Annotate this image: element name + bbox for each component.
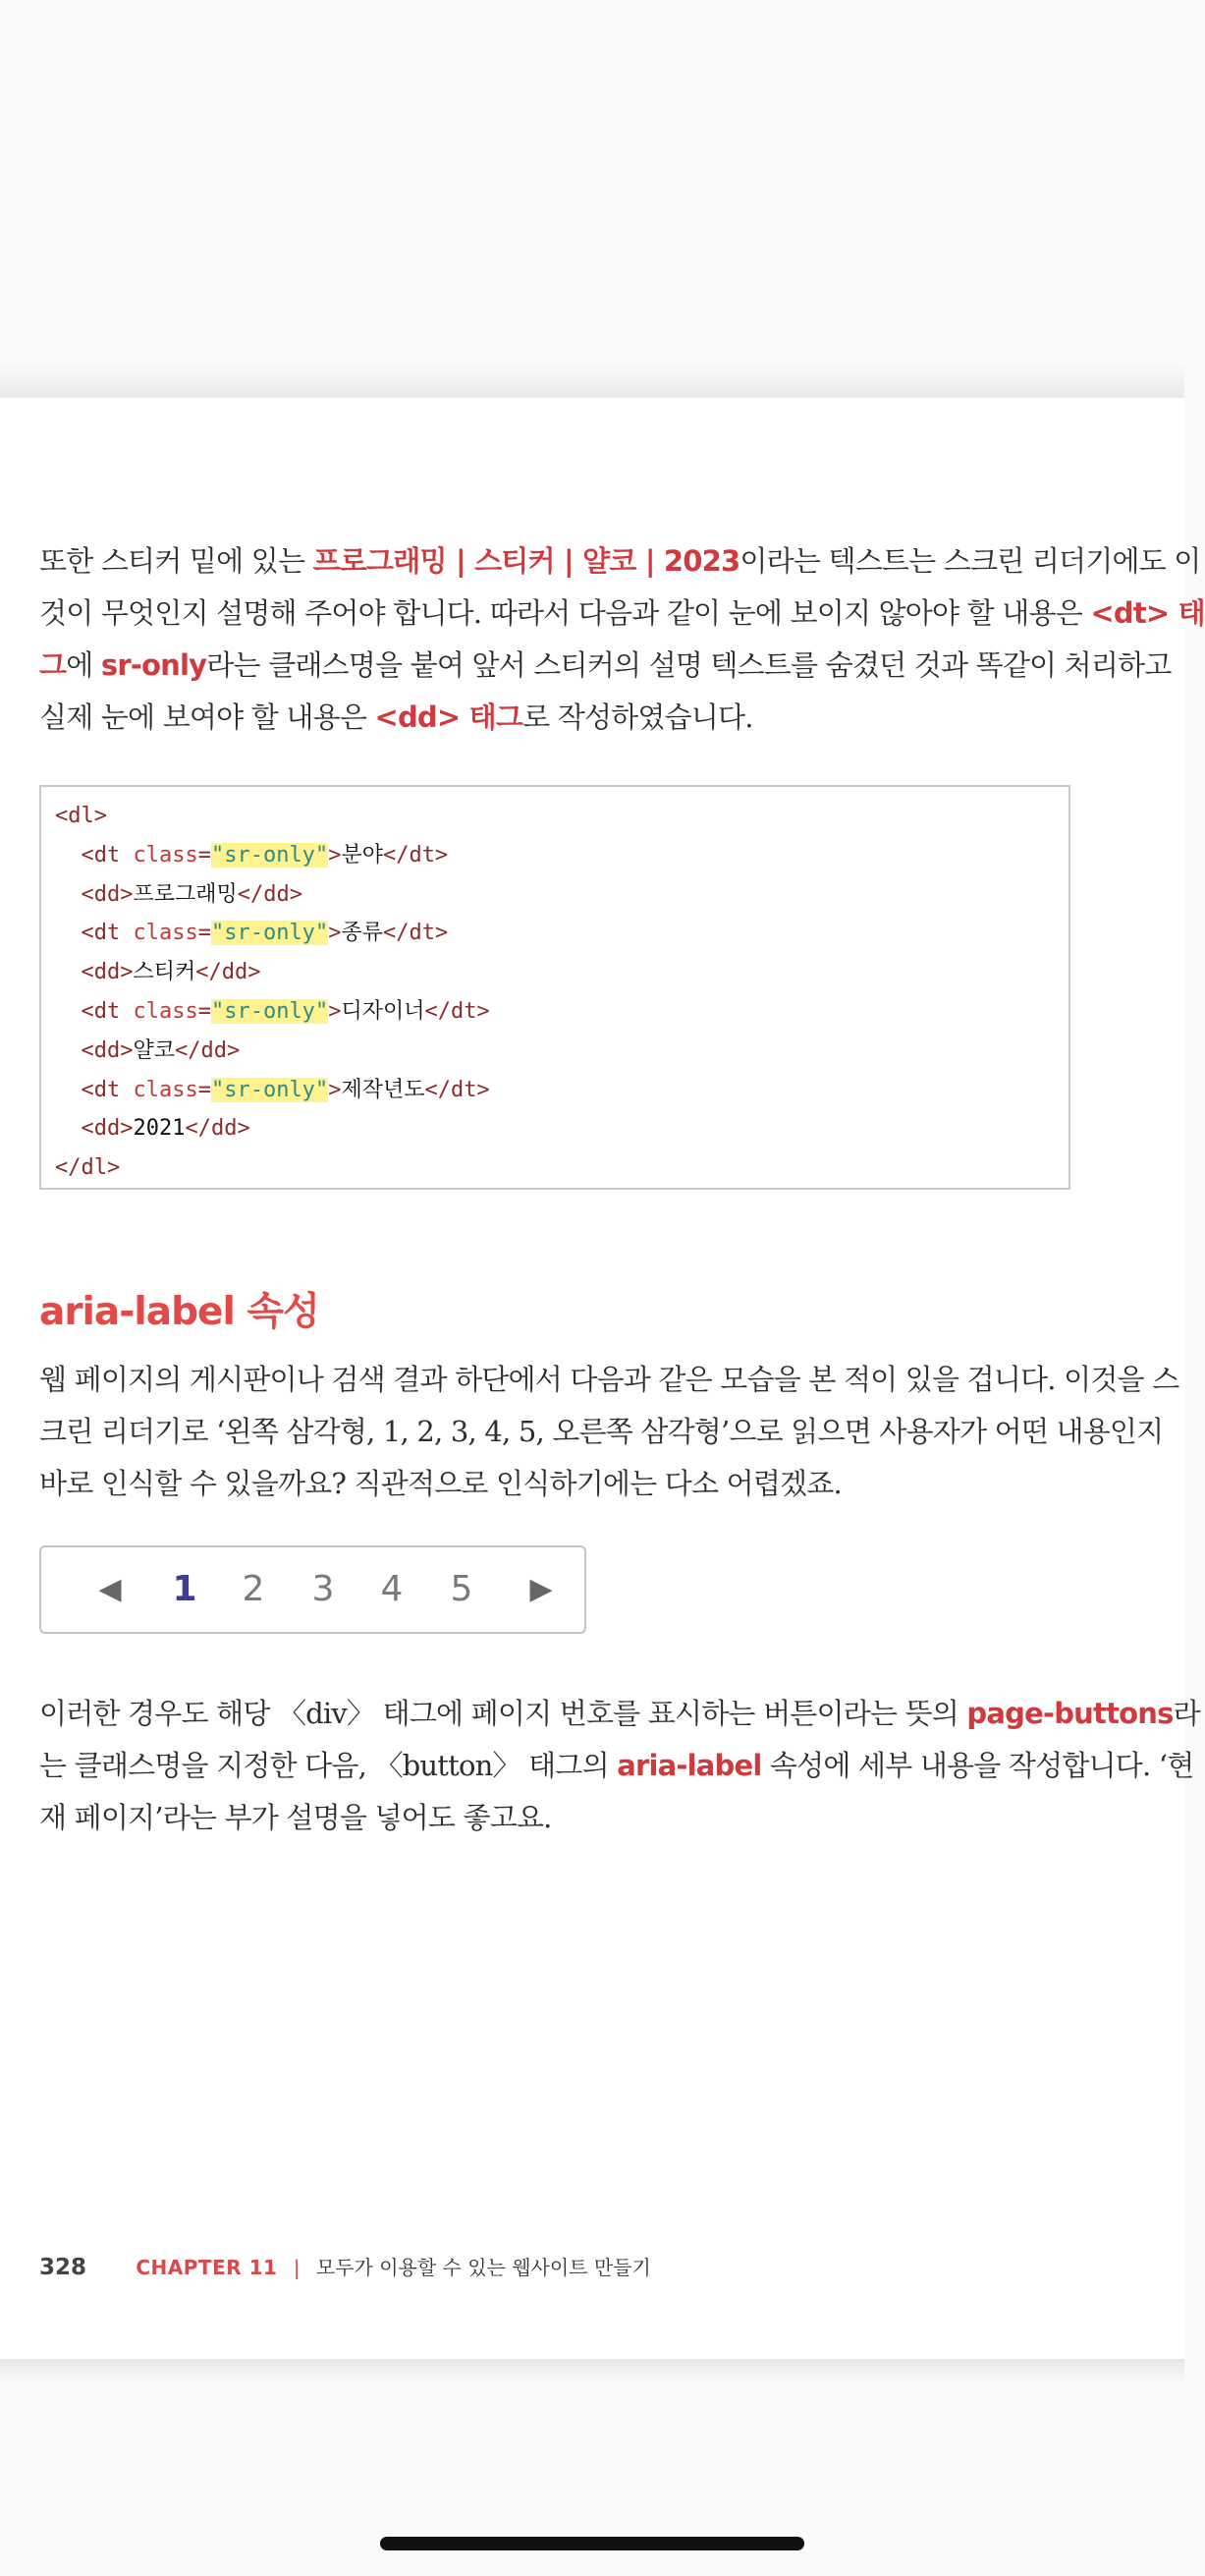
page-button-3[interactable]: 3	[311, 1569, 335, 1609]
highlight-dt-tag: <dt> 태	[1090, 596, 1205, 630]
code-line: <dl>	[55, 804, 107, 828]
code-line: <dd>스티커</dd>	[81, 960, 261, 985]
intro-paragraph: 또한 스티커 밑에 있는 프로그래밍 | 스티커 | 얄코 | 2023이라는 텍스트는 스크린 리더기에도 이 것이 무엇인지 설명해 주어야 합니다. 따라서 다음과 같이 눈에 보이지 않아야 할 내용은 <dt> 태 그에 sr-only라는 클래스명을 붙여 앞서 스티커의 설명 텍스트를 숨겼던 것과 똑같이 처리하고 실제 눈에 보여야 할 내용은 <dd> 태그로 작성하였습니다.	[39, 544, 1205, 734]
page-button-1[interactable]: 1	[172, 1569, 197, 1609]
code-line: <dt class="sr-only">제작년도</dt>	[81, 1077, 490, 1102]
page-footer	[39, 2252, 651, 2291]
highlight-sr-only: sr-only	[100, 648, 207, 682]
section-heading: aria-label 속성	[39, 1290, 319, 1334]
highlight-page-buttons: page-buttons	[966, 1697, 1174, 1730]
chapter-label: CHAPTER 11	[136, 2256, 278, 2279]
page-bottom-edge	[0, 2359, 1184, 2382]
page-button-4[interactable]: 4	[380, 1569, 404, 1609]
prev-triangle-icon[interactable]: ◀	[98, 1572, 122, 1606]
highlight-dd-tag: <dd> 태그	[374, 700, 523, 734]
page-top-edge	[0, 364, 1184, 399]
home-indicator[interactable]	[380, 2537, 804, 2550]
page-number: 328	[39, 2255, 87, 2280]
highlight-sticker-text: 프로그래밍 | 스티커 | 얄코 | 2023	[312, 544, 740, 578]
aria-label-paragraph: 이러한 경우도 해당 〈div〉 태그에 페이지 번호를 표시하는 버튼이라는 뜻의 page-buttons라 는 클래스명을 지정한 다음, 〈button〉 태그의 aria-label 속성에 세부 내용을 작성합니다. ‘현 재 페이지’라는 부가 설명을 넣어도 좋고요.	[39, 1697, 1200, 1834]
code-line: <dt class="sr-only">분야</dt>	[81, 842, 449, 868]
page-button-5[interactable]: 5	[450, 1569, 473, 1609]
code-block	[39, 785, 1070, 1190]
next-triangle-icon[interactable]: ▶	[529, 1572, 553, 1606]
code-line: <dd>프로그래밍</dd>	[81, 881, 302, 907]
page-button-2[interactable]: 2	[242, 1569, 265, 1609]
code-line: <dd>얄코</dd>	[81, 1037, 241, 1063]
code-line: <dd>2021</dd>	[81, 1116, 250, 1142]
code-line: </dl>	[55, 1155, 121, 1181]
highlight-aria-label: aria-label	[617, 1749, 762, 1782]
pagination-paragraph: 웹 페이지의 게시판이나 검색 결과 하단에서 다음과 같은 모습을 본 적이 있을 겁니다. 이것을 스 크린 리더기로 ‘왼쪽 삼각형, 1, 2, 3, 4, 5, 오른쪽 삼각형’으로 읽으면 사용자가 어떤 내용인지 바로 인식할 수 있을까요? 직관적으로 인식하기에는 다소 어렵겠죠.	[39, 1363, 1179, 1500]
pagination-example	[39, 1545, 586, 1634]
code-line: <dt class="sr-only">종류</dt>	[81, 921, 449, 946]
chapter-title: 모두가 이용할 수 있는 웹사이트 만들기	[315, 2256, 651, 2279]
code-line: <dt class="sr-only">디자이너</dt>	[81, 998, 490, 1024]
footer-separator: |	[293, 2256, 301, 2279]
